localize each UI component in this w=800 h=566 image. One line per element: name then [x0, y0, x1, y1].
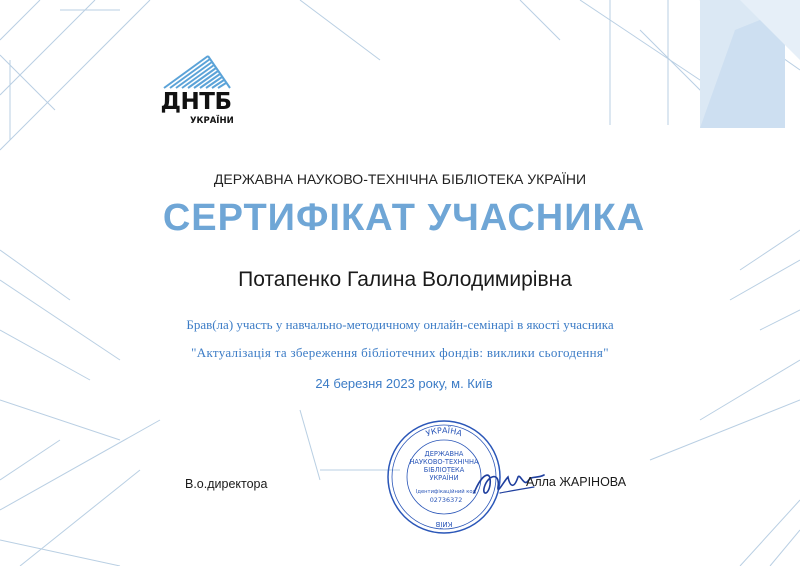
stamp-line-1: ДЕРЖАВНА	[424, 450, 464, 458]
dntb-logo	[150, 50, 250, 130]
stamp-line-5: Ідентифікаційний код	[415, 489, 477, 495]
recipient-name: Потапенко Галина Володимирівна	[238, 268, 572, 291]
logo-abbreviation: ДНТБ	[160, 89, 232, 115]
signer-name: Алла ЖАРІНОВА	[526, 475, 627, 489]
seminar-topic: "Актуалізація та збереження бібліотечних фондів: виклики сьогодення"	[191, 345, 609, 360]
certificate-title: СЕРТИФІКАТ УЧАСНИКА	[162, 197, 646, 239]
building-lines-logo-icon	[150, 50, 250, 92]
date-place: 24 березня 2023 року, м. Київ	[315, 376, 493, 391]
stamp-line-3: БІБЛІОТЕКА	[423, 466, 465, 474]
stamp-code: 02736372	[429, 496, 463, 504]
stamp-bottom-text: КИЇВ	[435, 520, 453, 528]
stamp-top-text: УКРАЇНА	[424, 425, 464, 439]
stamp-line-2: НАУКОВО-ТЕХНІЧНА	[409, 458, 479, 466]
logo-country: УКРАЇНИ	[190, 116, 234, 126]
organization-name: ДЕРЖАВНА НАУКОВО-ТЕХНІЧНА БІБЛІОТЕКА УКРАЇНИ	[213, 171, 587, 187]
stamp-line-4: УКРАЇНИ	[429, 474, 459, 482]
signer-position: В.о.директора	[185, 477, 268, 491]
participation-text: Брав(ла) участь у навчально-методичному онлайн-семінарі в якості учасника	[186, 317, 614, 332]
